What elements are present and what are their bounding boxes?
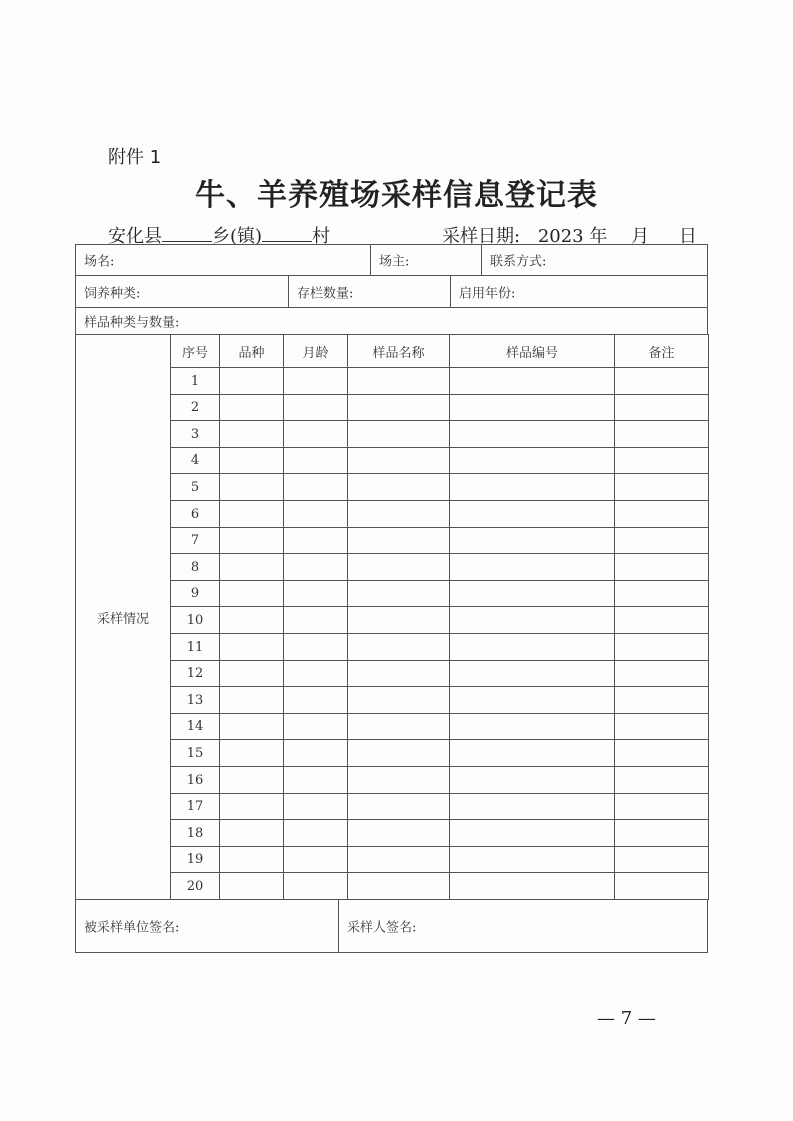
page-number: — 7 — xyxy=(597,1008,656,1029)
table-cell-sample-name[interactable] xyxy=(347,394,450,421)
table-cell-sample-id[interactable] xyxy=(449,447,615,474)
table-cell-sample-id[interactable] xyxy=(449,553,615,581)
row-number: 2 xyxy=(170,394,220,421)
table-cell-age[interactable] xyxy=(283,500,348,528)
table-cell-remarks[interactable] xyxy=(614,766,709,794)
table-cell-age[interactable] xyxy=(283,713,348,740)
table-cell-sample-name[interactable] xyxy=(347,872,450,900)
row-number: 4 xyxy=(170,447,220,474)
table-cell-remarks[interactable] xyxy=(614,447,709,474)
column-header-sample-name: 样品名称 xyxy=(347,334,450,368)
sampler-signature[interactable] xyxy=(338,899,708,953)
page-title: 牛、羊养殖场采样信息登记表 xyxy=(195,178,598,213)
table-cell-breed[interactable] xyxy=(219,606,284,634)
sample-types-field[interactable] xyxy=(75,307,708,335)
column-header-breed: 品种 xyxy=(219,334,284,368)
table-cell-sample-id[interactable] xyxy=(449,660,615,687)
table-cell-remarks[interactable] xyxy=(614,500,709,528)
table-cell-sample-name[interactable] xyxy=(347,739,450,767)
row-number: 7 xyxy=(170,527,220,554)
row-number: 14 xyxy=(170,713,220,740)
owner-field[interactable] xyxy=(370,244,482,276)
species-field[interactable] xyxy=(75,275,289,308)
row-number: 16 xyxy=(170,766,220,794)
table-cell-breed[interactable] xyxy=(219,872,284,900)
table-cell-sample-name[interactable] xyxy=(347,606,450,634)
table-cell-remarks[interactable] xyxy=(614,394,709,421)
table-cell-breed[interactable] xyxy=(219,473,284,501)
table-cell-sample-id[interactable] xyxy=(449,394,615,421)
table-cell-sample-id[interactable] xyxy=(449,793,615,820)
column-header-sample-id: 样品编号 xyxy=(449,334,615,368)
table-cell-sample-name[interactable] xyxy=(347,713,450,740)
table-cell-remarks[interactable] xyxy=(614,367,709,395)
sampled-unit-label: 被采样单位签名: xyxy=(84,920,180,936)
table-cell-breed[interactable] xyxy=(219,819,284,847)
row-number: 9 xyxy=(170,580,220,607)
table-cell-sample-name[interactable] xyxy=(347,686,450,714)
farm-name-label: 场名: xyxy=(84,254,115,270)
table-cell-sample-id[interactable] xyxy=(449,580,615,607)
year-started-field[interactable] xyxy=(450,275,708,308)
table-cell-age[interactable] xyxy=(283,766,348,794)
table-cell-breed[interactable] xyxy=(219,553,284,581)
table-cell-sample-name[interactable] xyxy=(347,766,450,794)
table-cell-remarks[interactable] xyxy=(614,527,709,554)
row-number: 13 xyxy=(170,686,220,714)
table-cell-sample-id[interactable] xyxy=(449,846,615,873)
table-cell-remarks[interactable] xyxy=(614,793,709,820)
village-blank[interactable] xyxy=(262,227,312,242)
table-cell-sample-name[interactable] xyxy=(347,367,450,395)
stock-label: 存栏数量: xyxy=(297,286,354,301)
row-number: 1 xyxy=(170,367,220,395)
table-cell-age[interactable] xyxy=(283,447,348,474)
table-cell-sample-name[interactable] xyxy=(347,447,450,474)
table-cell-breed[interactable] xyxy=(219,394,284,421)
table-cell-sample-name[interactable] xyxy=(347,527,450,554)
row-number: 5 xyxy=(170,473,220,501)
row-number: 20 xyxy=(170,872,220,900)
contact-field[interactable] xyxy=(481,244,708,276)
table-cell-sample-id[interactable] xyxy=(449,606,615,634)
owner-label: 场主: xyxy=(379,254,410,270)
table-cell-age[interactable] xyxy=(283,580,348,607)
table-cell-remarks[interactable] xyxy=(614,580,709,607)
table-cell-age[interactable] xyxy=(283,793,348,820)
farm-name-field[interactable] xyxy=(75,244,371,276)
attachment-label: 附件 1 xyxy=(108,147,162,168)
table-cell-sample-name[interactable] xyxy=(347,473,450,501)
table-cell-breed[interactable] xyxy=(219,686,284,714)
table-cell-remarks[interactable] xyxy=(614,686,709,714)
table-cell-sample-name[interactable] xyxy=(347,500,450,528)
year-started-label: 启用年份: xyxy=(459,286,516,301)
table-cell-sample-id[interactable] xyxy=(449,766,615,794)
sampled-unit-signature[interactable] xyxy=(75,899,339,953)
row-number: 11 xyxy=(170,633,220,661)
column-header-remarks: 备注 xyxy=(614,334,709,368)
table-cell-age[interactable] xyxy=(283,872,348,900)
table-cell-sample-name[interactable] xyxy=(347,660,450,687)
township: 乡(镇) xyxy=(212,226,263,247)
table-cell-age[interactable] xyxy=(283,367,348,395)
column-header-age: 月龄 xyxy=(283,334,348,368)
table-cell-sample-name[interactable] xyxy=(347,846,450,873)
table-cell-breed[interactable] xyxy=(219,660,284,687)
table-cell-breed[interactable] xyxy=(219,420,284,448)
table-cell-breed[interactable] xyxy=(219,739,284,767)
table-cell-breed[interactable] xyxy=(219,713,284,740)
table-cell-sample-name[interactable] xyxy=(347,553,450,581)
row-number: 15 xyxy=(170,739,220,767)
village: 村 xyxy=(312,226,331,247)
table-cell-age[interactable] xyxy=(283,739,348,767)
table-cell-age[interactable] xyxy=(283,606,348,634)
table-cell-age[interactable] xyxy=(283,527,348,554)
table-cell-remarks[interactable] xyxy=(614,713,709,740)
table-cell-sample-id[interactable] xyxy=(449,633,615,661)
table-cell-sample-id[interactable] xyxy=(449,819,615,847)
township-blank[interactable] xyxy=(162,227,212,242)
table-cell-sample-name[interactable] xyxy=(347,819,450,847)
table-cell-remarks[interactable] xyxy=(614,819,709,847)
table-cell-sample-id[interactable] xyxy=(449,739,615,767)
table-cell-remarks[interactable] xyxy=(614,473,709,501)
row-number: 18 xyxy=(170,819,220,847)
sample-types-label: 样品种类与数量: xyxy=(84,315,180,331)
row-number: 17 xyxy=(170,793,220,820)
sampler-label: 采样人签名: xyxy=(347,920,417,936)
date-month: 月 xyxy=(631,226,650,247)
table-cell-sample-id[interactable] xyxy=(449,872,615,900)
table-cell-sample-id[interactable] xyxy=(449,713,615,740)
table-cell-remarks[interactable] xyxy=(614,633,709,661)
table-cell-sample-name[interactable] xyxy=(347,420,450,448)
date-day: 日 xyxy=(678,226,697,247)
date-year: 2023 年 xyxy=(537,226,608,247)
table-cell-sample-id[interactable] xyxy=(449,686,615,714)
table-cell-remarks[interactable] xyxy=(614,660,709,687)
table-cell-breed[interactable] xyxy=(219,580,284,607)
county: 安化县 xyxy=(108,226,162,247)
table-cell-breed[interactable] xyxy=(219,527,284,554)
row-number: 19 xyxy=(170,846,220,873)
row-number: 6 xyxy=(170,500,220,528)
table-cell-age[interactable] xyxy=(283,633,348,661)
table-cell-sample-name[interactable] xyxy=(347,793,450,820)
contact-label: 联系方式: xyxy=(490,254,547,270)
sampling-section-label: 采样情况 xyxy=(75,334,171,900)
table-cell-breed[interactable] xyxy=(219,766,284,794)
row-number: 3 xyxy=(170,420,220,448)
row-number: 12 xyxy=(170,660,220,687)
table-cell-sample-id[interactable] xyxy=(449,527,615,554)
table-cell-age[interactable] xyxy=(283,686,348,714)
table-cell-age[interactable] xyxy=(283,473,348,501)
table-cell-age[interactable] xyxy=(283,553,348,581)
table-cell-remarks[interactable] xyxy=(614,606,709,634)
stock-field[interactable] xyxy=(288,275,451,308)
table-cell-sample-id[interactable] xyxy=(449,367,615,395)
table-cell-sample-name[interactable] xyxy=(347,580,450,607)
table-cell-breed[interactable] xyxy=(219,367,284,395)
table-cell-sample-name[interactable] xyxy=(347,633,450,661)
row-number: 10 xyxy=(170,606,220,634)
table-cell-breed[interactable] xyxy=(219,793,284,820)
table-cell-breed[interactable] xyxy=(219,447,284,474)
table-cell-age[interactable] xyxy=(283,819,348,847)
table-cell-age[interactable] xyxy=(283,660,348,687)
species-label: 饲养种类: xyxy=(84,286,141,301)
table-cell-age[interactable] xyxy=(283,394,348,421)
date-label: 采样日期: xyxy=(442,226,521,247)
table-cell-age[interactable] xyxy=(283,420,348,448)
column-header-seq: 序号 xyxy=(170,334,220,368)
table-cell-age[interactable] xyxy=(283,846,348,873)
table-cell-sample-id[interactable] xyxy=(449,420,615,448)
table-cell-breed[interactable] xyxy=(219,846,284,873)
row-number: 8 xyxy=(170,553,220,581)
table-cell-breed[interactable] xyxy=(219,633,284,661)
table-cell-remarks[interactable] xyxy=(614,420,709,448)
table-cell-sample-id[interactable] xyxy=(449,473,615,501)
table-cell-remarks[interactable] xyxy=(614,846,709,873)
table-cell-breed[interactable] xyxy=(219,500,284,528)
table-cell-remarks[interactable] xyxy=(614,872,709,900)
table-cell-sample-id[interactable] xyxy=(449,500,615,528)
table-cell-remarks[interactable] xyxy=(614,553,709,581)
table-cell-remarks[interactable] xyxy=(614,739,709,767)
